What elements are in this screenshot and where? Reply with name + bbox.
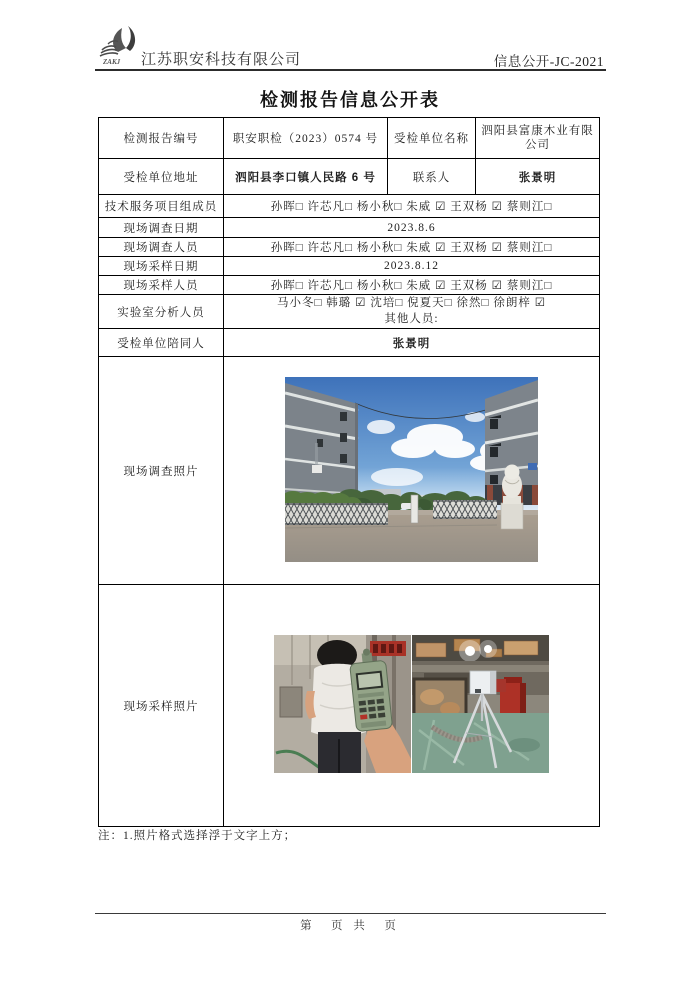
logo-zakj-text: ZAKJ <box>103 58 121 66</box>
disclosure-form-table <box>98 117 600 827</box>
unit-address-label: 受检单位地址 <box>99 159 224 195</box>
survey-date-value: 2023.8.6 <box>224 218 600 238</box>
row-sampling-date <box>99 257 600 276</box>
page-title: 检测报告信息公开表 <box>260 90 440 110</box>
project-team-value: 孙晖□ 许芯凡□ 杨小秋□ 朱威 ☑ 王双杨 ☑ 蔡则江□ <box>224 195 600 218</box>
row-survey-date <box>99 218 600 238</box>
company-name: 江苏职安科技有限公司 <box>141 52 302 68</box>
lab-staff-line1: 马小冬□ 韩璐 ☑ 沈培□ 倪夏天□ 徐然□ 徐朗梓 ☑ <box>276 297 547 309</box>
sampling-photo-label: 现场采样照片 <box>99 585 224 827</box>
sampling-date-label: 现场采样日期 <box>99 257 224 276</box>
survey-photo-cell <box>224 357 600 585</box>
survey-date-label: 现场调查日期 <box>99 218 224 238</box>
doc-code: 信息公开-JC-2021 <box>493 54 604 69</box>
footer-divider <box>95 913 606 914</box>
page-number-text: 第 页 共 页 <box>300 920 400 932</box>
contact-label: 联系人 <box>388 159 476 195</box>
escort-value: 张景明 <box>224 329 600 357</box>
contact-value: 张景明 <box>476 159 600 195</box>
escort-label: 受检单位陪同人 <box>99 329 224 357</box>
row-survey-photo <box>99 357 600 585</box>
zakj-logo-icon <box>96 24 142 73</box>
row-project-team <box>99 195 600 218</box>
sampling-staff-value: 孙晖□ 许芯凡□ 杨小秋□ 朱威 ☑ 王双杨 ☑ 蔡则江□ <box>224 276 600 295</box>
unit-address-value: 泗阳县李口镇人民路 6 号 <box>224 159 388 195</box>
row-unit-address <box>99 159 600 195</box>
unit-name-label: 受检单位名称 <box>388 118 476 159</box>
project-team-label: 技术服务项目组成员 <box>99 195 224 218</box>
header-divider <box>95 69 606 71</box>
sampling-photo-cell <box>224 585 600 827</box>
unit-name-value: 泗阳县富康木业有限公司 <box>476 118 600 159</box>
survey-staff-value: 孙晖□ 许芯凡□ 杨小秋□ 朱威 ☑ 王双杨 ☑ 蔡则江□ <box>224 238 600 257</box>
survey-photo-label: 现场调查照片 <box>99 357 224 585</box>
row-report-no <box>99 118 600 159</box>
row-sampling-photo <box>99 585 600 827</box>
report-no-value: 职安职检（2023）0574 号 <box>224 118 388 159</box>
sampling-staff-label: 现场采样人员 <box>99 276 224 295</box>
survey-staff-label: 现场调查人员 <box>99 238 224 257</box>
sampling-date-value: 2023.8.12 <box>224 257 600 276</box>
row-lab-staff <box>99 295 600 329</box>
lab-staff-label: 实验室分析人员 <box>99 295 224 329</box>
lab-staff-line2: 其他人员: <box>384 312 439 325</box>
row-escort <box>99 329 600 357</box>
row-survey-staff <box>99 238 600 257</box>
row-sampling-staff <box>99 276 600 295</box>
footnote: 注：1.照片格式选择浮于文字上方； <box>98 830 297 842</box>
report-no-label: 检测报告编号 <box>99 118 224 159</box>
lab-staff-value <box>224 295 600 329</box>
site-sampling-photo <box>274 635 549 773</box>
site-survey-photo <box>285 377 538 562</box>
